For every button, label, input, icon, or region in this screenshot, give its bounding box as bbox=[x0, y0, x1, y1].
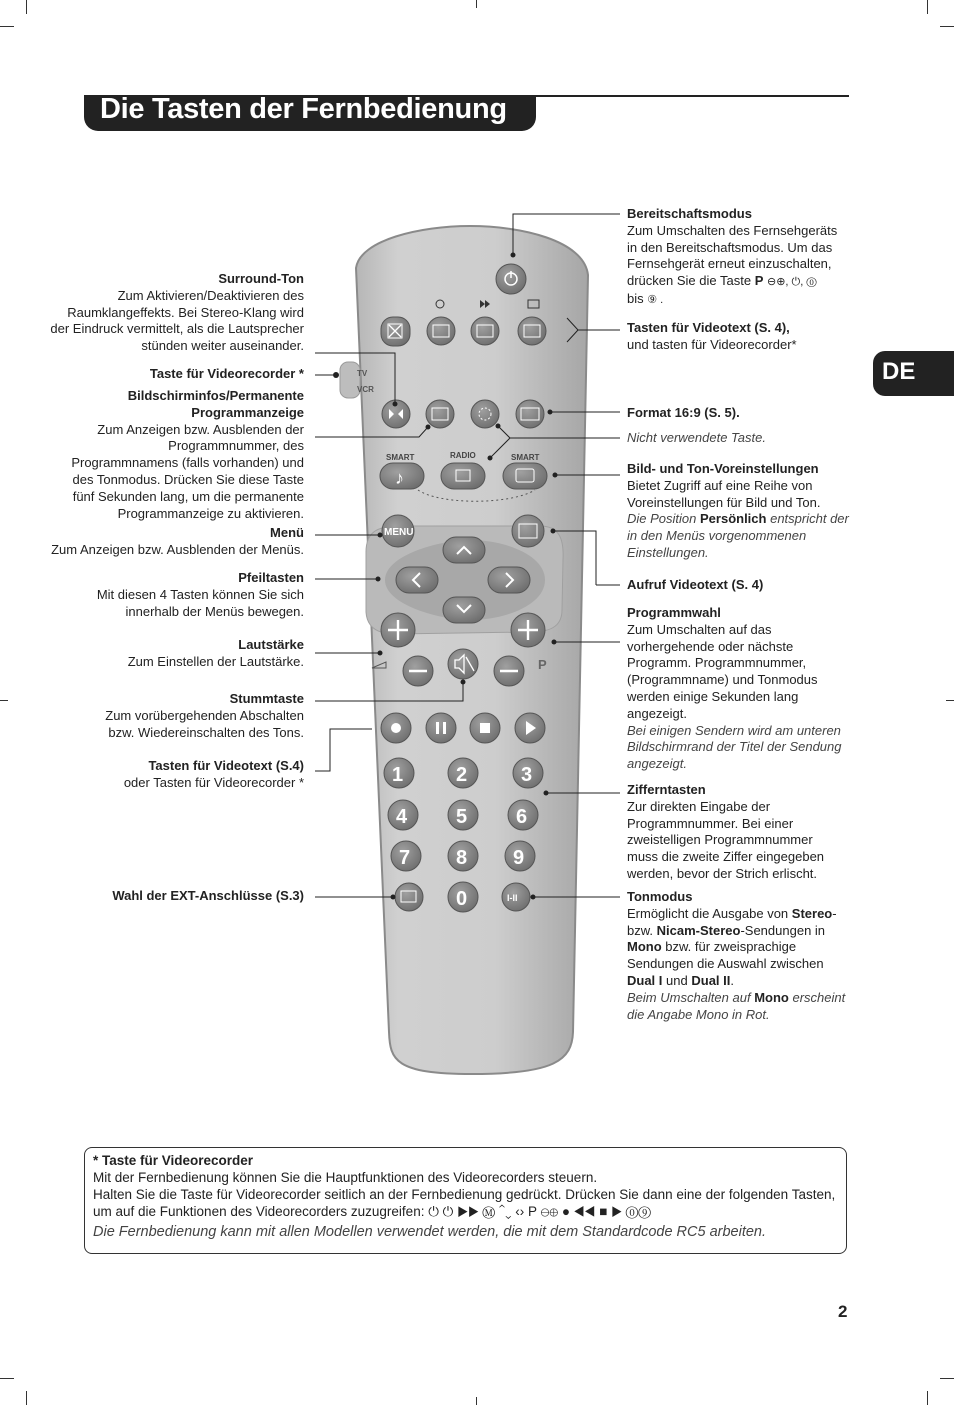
crop-mark bbox=[0, 1378, 14, 1379]
arrow-down-button bbox=[443, 597, 485, 623]
sound-mode-description: Tonmodus Ermöglicht die Ausgabe von Stereo- bzw. Nicam-Stereo-Sendungen in Mono bzw. für zweisprachige Sendungen die Auswahl zwischen Dual I und Dual II. Beim Umschalten auf Mono erscheint die Angabe Mono in Rot. bbox=[627, 889, 846, 1022]
digit-label-8: 8 bbox=[456, 847, 468, 869]
digit-label-5: 5 bbox=[456, 806, 468, 828]
smart-description: Bild- und Ton-Voreinstellungen Bietet Zugriff auf eine Reihe von Voreinstellungen für Bild und Ton. Die Position Persönlich entspricht der in den Menüs vorgenommenen Einstellungen. bbox=[627, 461, 849, 560]
vcr-keys-icons: ⏻ ⏻ ▶▶ Ⓜ ⌃⌄ ‹› bbox=[428, 1204, 529, 1219]
format-label: Format 16:9 (S. 5). bbox=[627, 405, 740, 420]
volume-description: Lautstärke Zum Einstellen der Lautstärke. bbox=[127, 637, 304, 669]
digits-description: Zifferntasten Zur direkten Eingabe der Programmnummer. Bei einer zweistelligen Programmnummer muss die zweite Ziffer eingegeben werden, bevor der Strich erlischt. bbox=[627, 782, 825, 881]
radio-label: RADIO bbox=[450, 451, 476, 460]
standby-description: Bereitschaftsmodus Zum Umschalten des Fernsehgeräts in den Bereitschaftsmodus. Um das Fernsehgerät erneut einzuschalten, drücken Sie die Taste P ⊖⊕, ⏻, ⓪ bis ⑨ . bbox=[627, 206, 838, 306]
program-description: Programmwahl Zum Umschalten auf das vorhergehende oder nächste Programm. Programmnummer, (Programmname) und Tonmodus werden einige Sekunden lang angezeigt. Bei einigen Sendern wird am unteren Bildschirmrand der Titel der Sendung angezeigt. bbox=[627, 605, 842, 772]
svg-text:♪: ♪ bbox=[395, 468, 404, 488]
mute-button bbox=[448, 649, 478, 679]
tv-label: TV bbox=[357, 369, 368, 378]
digit-label-1: 1 bbox=[392, 764, 404, 786]
crop-mark bbox=[940, 1378, 954, 1379]
osd-info-button bbox=[426, 400, 454, 428]
digit-label-0: 0 bbox=[456, 888, 468, 910]
teletext-button-1 bbox=[427, 317, 455, 345]
unused-label: Nicht verwendete Taste. bbox=[627, 430, 766, 445]
menu-description: Menü Zum Anzeigen bzw. Ausblenden der Menüs. bbox=[51, 525, 304, 557]
vcr-key-label: Taste für Videorecorder * bbox=[149, 366, 304, 381]
vcr-keys-icons-2: ⊖⊕ ● ◀◀ ■ ▶ ⓪⑨ bbox=[536, 1204, 651, 1219]
digit-label-9: 9 bbox=[513, 847, 525, 869]
arrow-right-button bbox=[488, 567, 530, 593]
digit-label-7: 7 bbox=[399, 847, 411, 869]
osd-description: Bildschirminfos/Permanente Programmanzeige Zum Anzeigen bzw. Ausblenden der Programmnummer, des Programmnamens (falls vorhanden) und des Tonmodus. Drücken Sie diese Taste fünf Sekunden lang, um die permanente Programmanzeige zu aktivieren. bbox=[71, 388, 304, 521]
page-number: 2 bbox=[838, 1302, 848, 1321]
smart-left-label: SMART bbox=[386, 453, 415, 462]
surround-description: Surround-Ton Zum Aktivieren/Deaktivieren des Raumklangeffekts. Bei Stereo-Klang wird der Eindruck vermittelt, als die Lautsprecher stünden weiter auseinander. bbox=[50, 271, 304, 354]
program-p-label: P bbox=[538, 657, 547, 672]
svg-text:MENU: MENU bbox=[384, 527, 414, 538]
minus-plus-icon: ⊖⊕, ⏻, ⓪ bbox=[766, 276, 817, 289]
unused-button bbox=[471, 400, 499, 428]
teletext-call-label: Aufruf Videotext (S. 4) bbox=[627, 577, 764, 592]
ext-label: Wahl der EXT-Anschlüsse (S.3) bbox=[112, 888, 304, 903]
arrows-description: Pfeiltasten Mit diesen 4 Tasten können Sie sich innerhalb der Menüs bewegen. bbox=[96, 570, 304, 619]
smart-right-label: SMART bbox=[511, 453, 540, 462]
crop-mark bbox=[476, 1397, 477, 1405]
ext-button bbox=[395, 883, 423, 911]
pause-button bbox=[426, 713, 456, 743]
vcr-label: VCR bbox=[357, 385, 374, 394]
digit-label-6: 6 bbox=[516, 806, 528, 828]
digit-label-4: 4 bbox=[396, 806, 408, 828]
digit-label-3: 3 bbox=[521, 764, 533, 786]
standby-button bbox=[496, 264, 526, 294]
teletext-description: Tasten für Videotext (S. 4), und tasten für Videorecorder* bbox=[627, 320, 797, 352]
arrow-left-button bbox=[396, 567, 438, 593]
format-button bbox=[516, 400, 544, 428]
nine-icon: ⑨ . bbox=[647, 293, 664, 306]
teletext-button-3 bbox=[518, 317, 546, 345]
teletext-call-button bbox=[512, 515, 544, 547]
teletext-vcr-description: Tasten für Videotext (S.4) oder Tasten für Videorecorder * bbox=[123, 758, 304, 790]
teletext-button-2 bbox=[471, 317, 499, 345]
smart-picture-button bbox=[503, 463, 547, 489]
arrow-up-button bbox=[443, 537, 485, 563]
crop-mark bbox=[26, 1391, 27, 1405]
page-title: Die Tasten der Fernbedienung bbox=[100, 93, 507, 125]
footnote-text: * Taste für Videorecorder Mit der Fernbedienung können Sie die Hauptfunktionen des Videorecorders steuern. Halten Sie die Taste für Videorecorder seitlich an der Fernbedienung gedrückt. Drücken Sie dann eine der folgenden Tasten, um auf die Funktionen des Videorecorders zuzugreifen: ⏻ ⏻ ▶▶ Ⓜ ⌃⌄ ‹› P ⊖⊕ ● ◀◀ ■ ▶ ⓪⑨ Die Fernbedienung kann mit allen Modellen verwendet werden, die mit dem Standardcode RC5 arbeiten. bbox=[93, 1153, 836, 1240]
svg-text:I-II: I-II bbox=[507, 893, 518, 903]
mute-description: Stummtaste Zum vorübergehenden Abschalten bzw. Wiedereinschalten des Tons. bbox=[105, 691, 304, 740]
language-tab-label: DE bbox=[882, 358, 916, 385]
crop-mark bbox=[927, 1391, 928, 1405]
radio-button bbox=[441, 463, 485, 489]
digit-label-2: 2 bbox=[456, 764, 468, 786]
